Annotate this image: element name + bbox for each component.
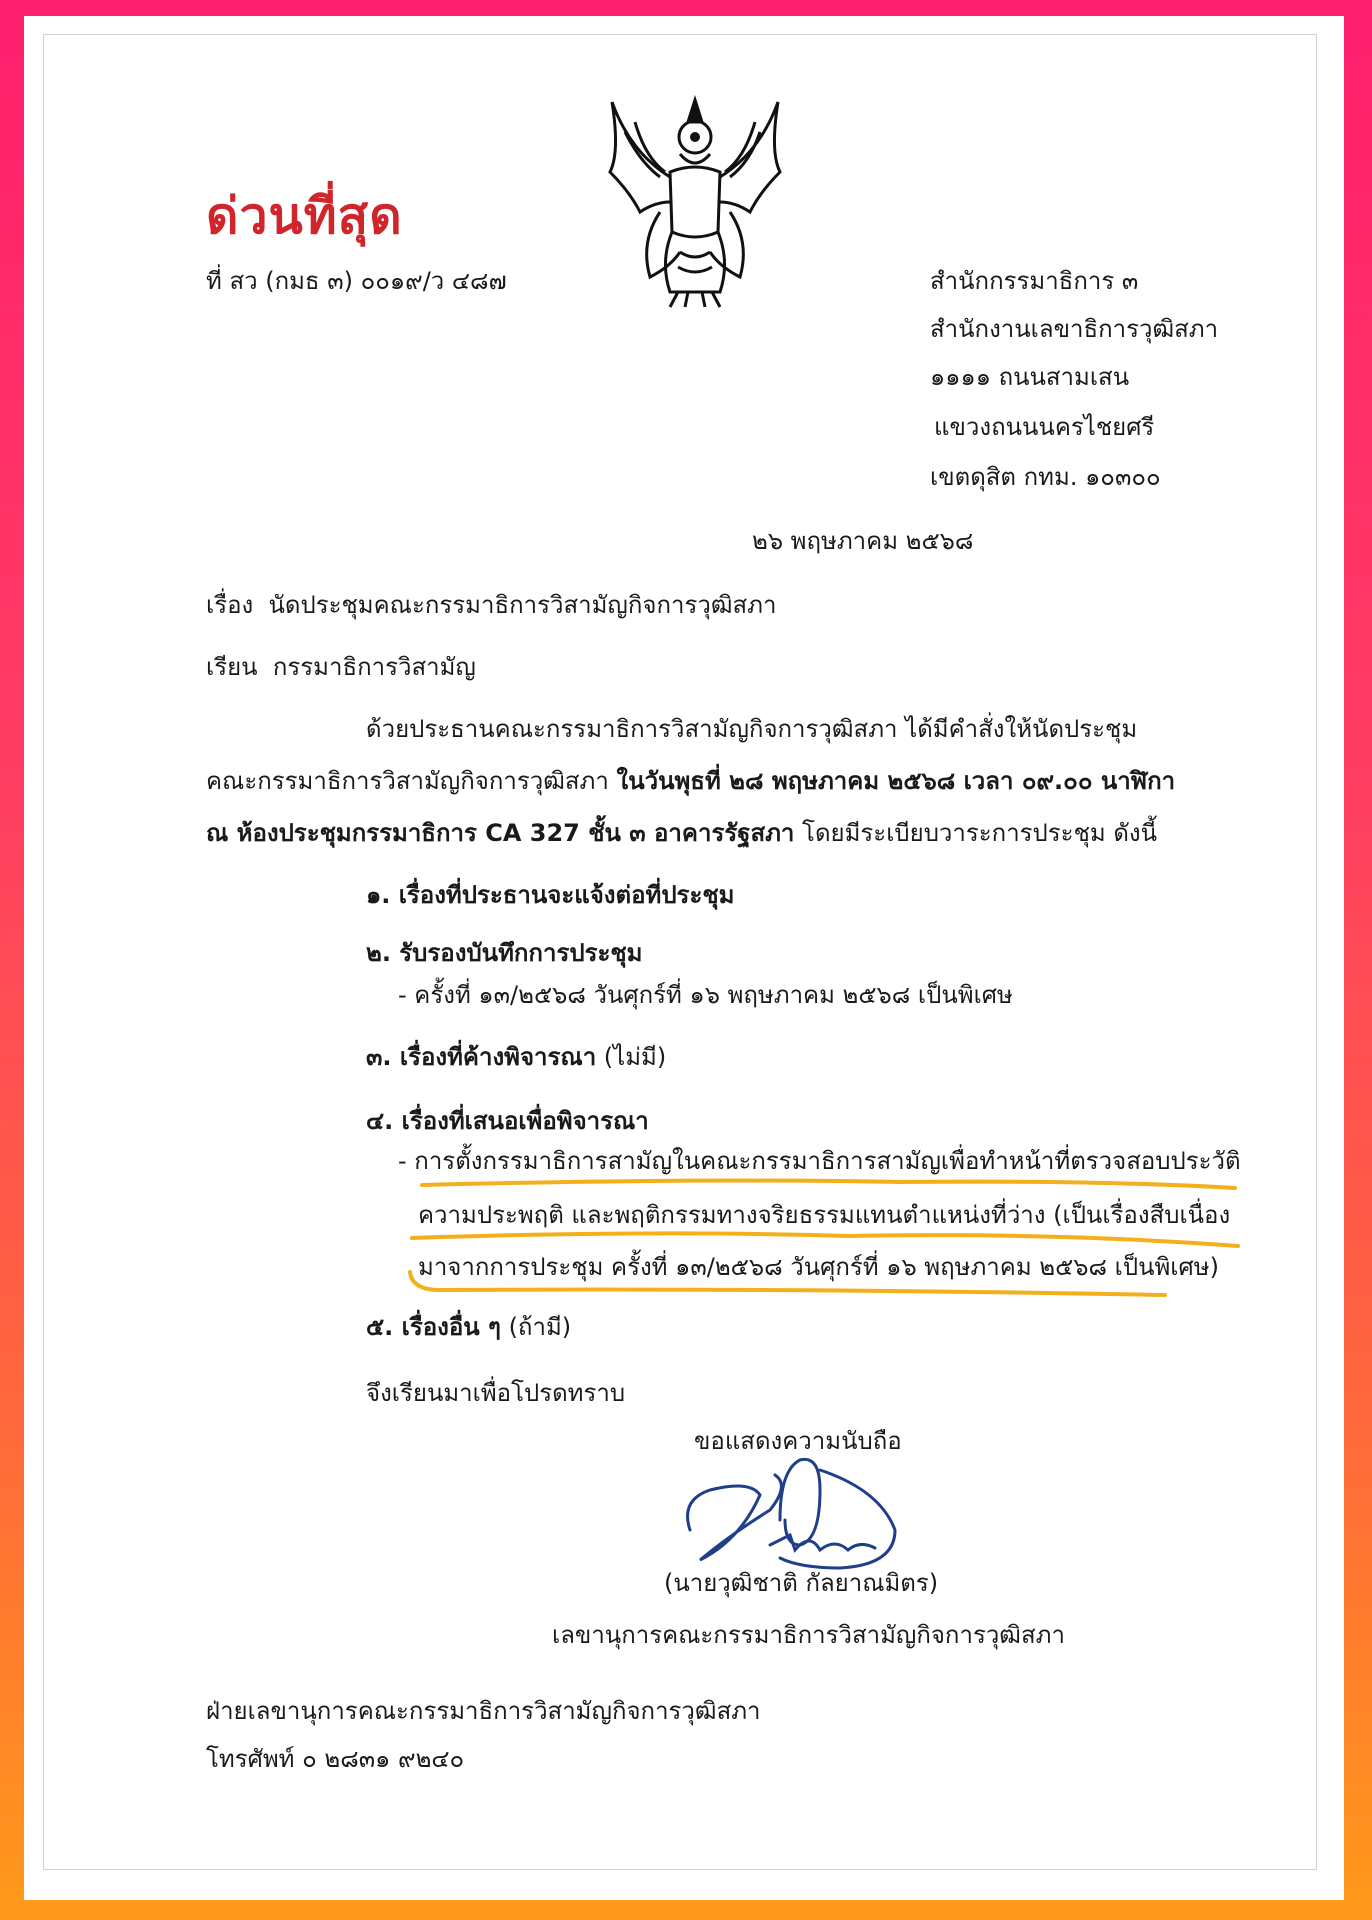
- meeting-datetime: ในวันพุธที่ ๒๘ พฤษภาคม ๒๕๖๘ เวลา ๐๙.๐๐ นาฬิกา: [616, 767, 1176, 795]
- sender-district: เขตดุสิต กทม. ๑๐๓๐๐: [930, 463, 1161, 491]
- garuda-emblem-icon: [600, 92, 790, 312]
- signatory-name: (นายวุฒิชาติ กัลยาณมิตร): [664, 1569, 939, 1597]
- agenda-item-4: ๔. เรื่องที่เสนอเพื่อพิจารณา: [366, 1107, 649, 1135]
- sender-street: ๑๑๑๑ ถนนสามเสน: [930, 363, 1130, 391]
- handwritten-signature: [670, 1450, 920, 1575]
- sender-office: สำนักกรรมาธิการ ๓: [930, 267, 1139, 295]
- recipient-line: [206, 652, 476, 682]
- recipient-text: กรรมาธิการวิสามัญ: [272, 653, 476, 681]
- reference-number: ที่ สว (กมธ ๓) ๐๐๑๙/ว ๔๘๗: [206, 267, 507, 295]
- body-line-3: [206, 818, 1157, 848]
- subject-line: [206, 590, 776, 620]
- letter-date: ๒๖ พฤษภาคม ๒๕๖๘: [752, 527, 974, 555]
- agenda-item-4-detail-line-2: ความประพฤติ และพฤติกรรมทางจริยธรรมแทนตำแหน่งที่ว่าง (เป็นเรื่องสืบเนื่อง: [418, 1201, 1231, 1229]
- body-line-2: [206, 766, 1175, 796]
- meeting-location: ณ ห้องประชุมกรรมาธิการ CA 327 ชั้น ๓ อาคารรัฐสภา: [206, 819, 795, 847]
- subject-text: นัดประชุมคณะกรรมาธิการวิสามัญกิจการวุฒิสภา: [268, 591, 777, 619]
- regards-line: ขอแสดงความนับถือ: [694, 1427, 902, 1455]
- agenda-item-3-title: ๓. เรื่องที่ค้างพิจารณา: [366, 1043, 597, 1071]
- agenda-item-3-note: (ไม่มี): [596, 1043, 667, 1071]
- agenda-item-3: [366, 1042, 666, 1072]
- subject-label: เรื่อง: [206, 591, 254, 619]
- body-line-1: ด้วยประธานคณะกรรมาธิการวิสามัญกิจการวุฒิสภา ได้มีคำสั่งให้นัดประชุม: [366, 715, 1138, 743]
- agenda-item-2: ๒. รับรองบันทึกการประชุม: [366, 939, 643, 967]
- sender-subdistrict: แขวงถนนนครไชยศรี: [934, 413, 1155, 441]
- body-line-2-normal: คณะกรรมาธิการวิสามัญกิจการวุฒิสภา: [206, 767, 617, 795]
- urgency-label: ด่วนที่สุด: [206, 187, 403, 245]
- recipient-label: เรียน: [206, 653, 258, 681]
- agenda-item-2-detail: - ครั้งที่ ๑๓/๒๕๖๘ วันศุกร์ที่ ๑๖ พฤษภาคม ๒๕๖๘ เป็นพิเศษ: [398, 981, 1013, 1009]
- sender-agency: สำนักงานเลขาธิการวุฒิสภา: [930, 315, 1219, 343]
- footer-phone: โทรศัพท์ ๐ ๒๘๓๑ ๙๒๔๐: [206, 1745, 465, 1773]
- agenda-item-5-note: (ถ้ามี): [500, 1313, 572, 1341]
- agenda-item-4-detail-line-1: - การตั้งกรรมาธิการสามัญในคณะกรรมาธิการสามัญเพื่อทำหน้าที่ตรวจสอบประวัติ: [398, 1147, 1241, 1175]
- signatory-title: เลขานุการคณะกรรมาธิการวิสามัญกิจการวุฒิสภา: [552, 1621, 1065, 1649]
- closing-sentence: จึงเรียนมาเพื่อโปรดทราบ: [366, 1379, 626, 1407]
- agenda-item-5: [366, 1312, 571, 1342]
- agenda-item-5-title: ๕. เรื่องอื่น ๆ: [366, 1313, 501, 1341]
- footer-unit: ฝ่ายเลขานุการคณะกรรมาธิการวิสามัญกิจการวุฒิสภา: [206, 1697, 761, 1725]
- agenda-item-4-detail-line-3: มาจากการประชุม ครั้งที่ ๑๓/๒๕๖๘ วันศุกร์ที่ ๑๖ พฤษภาคม ๒๕๖๘ เป็นพิเศษ): [418, 1253, 1219, 1281]
- body-line-3-normal: โดยมีระเบียบวาระการประชุม ดังนี้: [794, 819, 1158, 847]
- agenda-item-1: ๑. เรื่องที่ประธานจะแจ้งต่อที่ประชุม: [366, 881, 735, 909]
